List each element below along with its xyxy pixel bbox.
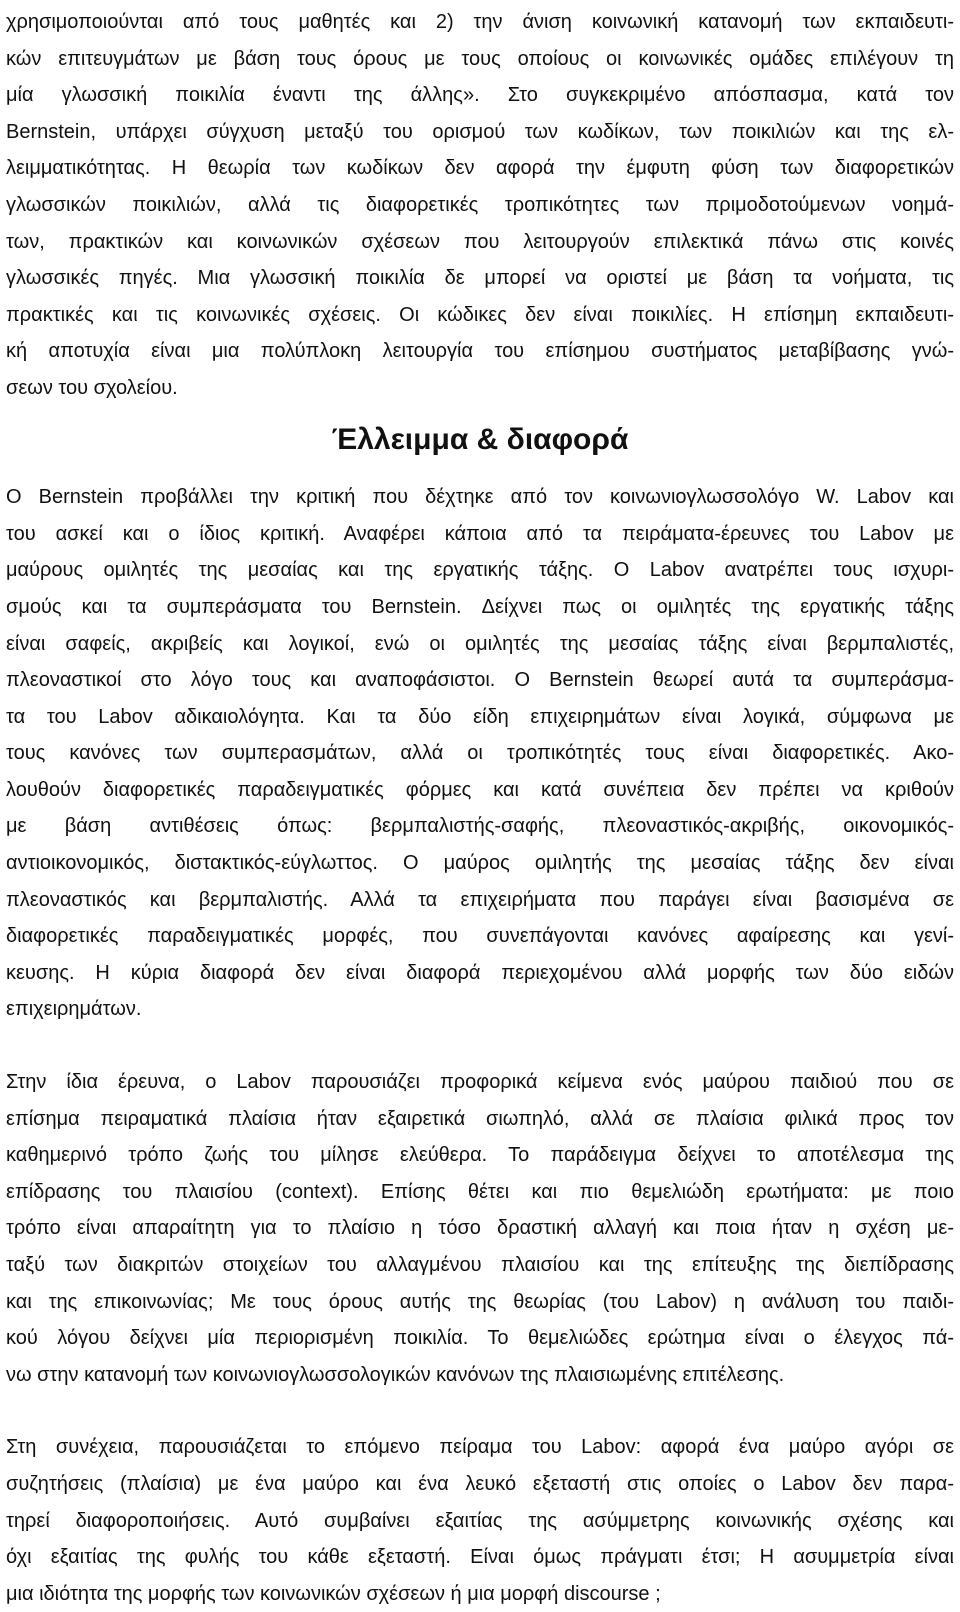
text-line: μία γλωσσική ποικιλία έναντι της άλλης». Στο συγκεκριμένο απόσπασμα, κατά τον [6,84,954,107]
paragraph-intro [6,4,954,407]
text-line: Bernstein, υπάρχει σύγχυση μεταξύ του ορισμού των κωδίκων, των ποικιλιών και της ελ- [6,120,954,143]
text-line: επίσημα πειραματικά πλαίσια ήταν εξαιρετικά σιωπηλό, αλλά σε πλαίσια φιλικά προς τον [6,1107,954,1130]
text-line: σμούς και τα συμπεράσματα του Bernstein. Δείχνει πως οι ομιλητές της εργατικής τάξης [6,595,954,618]
text-line: είναι σαφείς, ακριβείς και λογικοί, ενώ οι ομιλητές της μεσαίας τάξης είναι βερμπαλιστές, [6,632,954,655]
text-line: επιχειρημάτων. [6,998,142,1021]
text-line: λειμματικότητας. Η θεωρία των κωδίκων δεν αφορά την έμφυτη φύση των διαφορετικών [6,157,954,180]
text-line: γλωσσικών ποικιλιών, αλλά τις διαφορετικές τροπικότητες των πριμοδοτούμενων νοημά- [6,193,954,216]
text-line: τα του Labov αδικαιολόγητα. Και τα δύο είδη επιχειρημάτων είναι λογικά, σύμφωνα με [6,705,954,728]
text-line: Ο Bernstein προβάλλει την κριτική που δέχτηκε από τον κοινωνιογλωσσολόγο W. Labov και [6,486,954,509]
text-line: συζητήσεις (πλαίσια) με ένα μαύρο και ένα λευκό εξεταστή στις οποίες ο Labov δεν παρα- [6,1472,954,1495]
text-line: αντιοικονομικός, διστακτικός-εύγλωττος. Ο μαύρος ομιλητής της μεσαίας τάξης δεν είναι [6,852,954,875]
text-line: και της επικοινωνίας; Με τους όρους αυτής της θεωρίας (του Labov) η ανάλυση του παιδι- [6,1290,954,1313]
text-line: Στην ίδια έρευνα, ο Labov παρουσιάζει προφορικά κείμενα ενός μαύρου παιδιού που σε [6,1071,954,1094]
paragraph-context [6,1064,954,1393]
paragraph-experiment [6,1429,954,1612]
text-line: σεων του σχολείου. [6,376,178,399]
text-line: διαφορετικές παραδειγματικές μορφές, που συνεπάγονται κανόνες αφαίρεσης και γενί- [6,925,954,948]
text-line: ταξύ των διακριτών στοιχείων του αλλαγμένου πλαισίου και της επίτευξης της διεπίδρασης [6,1254,954,1276]
text-line: πλεοναστικοί στο λόγο τους και αναποφάσιστοι. Ο Bernstein θεωρεί αυτά τα συμπεράσμα- [6,669,954,692]
text-line: κή αποτυχία είναι μια πολύπλοκη λειτουργία του επίσημου συστήματος μεταβίβασης γνώ- [6,340,954,363]
text-line: του ασκεί και ο ίδιος κριτική. Αναφέρει κάποια από τα πειράματα-έρευνες του Labov με [6,522,954,545]
text-line: τρόπο είναι απαραίτητη για το πλαίσιο η τόσο δραστική αλλαγή και ποια ήταν η σχέση με- [6,1217,954,1240]
text-line: μια ιδιότητα της μορφής των κοινωνικών σχέσεων ή μια μορφή discourse ; [6,1582,661,1605]
text-line: νω στην κατανομή των κοινωνιογλωσσολογικών κανόνων της πλαισιωμένης επιτέλεσης. [6,1363,785,1386]
section-title: Έλλειμμα & διαφορά [331,422,629,456]
paragraph-labov-critique [6,479,954,1028]
text-line: πλεοναστικός και βερμπαλιστής. Αλλά τα επιχειρήματα που παράγει είναι βασισμένα σε [6,888,954,911]
text-line: των, πρακτικών και κοινωνικών σχέσεων που λειτουργούν επιλεκτικά πάνω στις κοινές [6,230,954,253]
text-line: κών επιτευγμάτων με βάση τους όρους με τους οποίους οι κοινωνικές ομάδες επιλέγουν τη [6,47,954,70]
text-line: λουθούν διαφορετικές παραδειγματικές φόρμες και κατά συνέπεια δεν πρέπει να κριθούν [6,778,954,801]
text-line: γλωσσικές πηγές. Μια γλωσσική ποικιλία δε μπορεί να οριστεί με βάση τα νοήματα, τις [6,267,954,290]
text-line: κού λόγου δείχνει μία περιορισμένη ποικιλία. Το θεμελιώδες ερώτημα είναι ο έλεγχος πά- [6,1327,954,1350]
text-line: επίδρασης του πλαισίου (context). Επίσης θέτει και πιο θεμελιώδη ερωτήματα: με ποιο [6,1180,954,1203]
text-line: χρησιμοποιούνται από τους μαθητές και 2) την άνιση κοινωνική κατανομή των εκπαιδευτι- [6,11,954,33]
text-line: καθημερινό τρόπο ζωής του μίλησε ελεύθερα. Το παράδειγμα δείχνει το αποτέλεσμα της [6,1144,954,1167]
text-line: όχι εξαιτίας της φυλής του κάθε εξεταστή. Είναι όμως πράγματι έτσι; Η ασυμμετρία είναι [6,1546,954,1569]
text-line: τους κανόνες των συμπερασμάτων, αλλά οι τροπικότητές τους είναι διαφορετικές. Ακο- [6,742,954,765]
text-line: Στη συνέχεια, παρουσιάζεται το επόμενο πείραμα του Labov: αφορά ένα μαύρο αγόρι σε [6,1436,954,1459]
text-line: με βάση αντιθέσεις όπως: βερμπαλιστής-σαφής, πλεοναστικός-ακριβής, οικονομικός- [6,815,954,838]
text-line: μαύρους ομιλητές της μεσαίας και της εργατικής τάξης. Ο Labov ανατρέπει τους ισχυρι- [6,559,954,582]
text-line: τηρεί διαφοροποιήσεις. Αυτό συμβαίνει εξαιτίας της ασύμμετρης κοινωνικής σχέσης και [6,1509,954,1532]
text-line: πρακτικές και τις κοινωνικές σχέσεις. Οι κώδικες δεν είναι ποικιλίες. Η επίσημη εκπαιδευτι- [6,303,954,326]
text-line: κευσης. Η κύρια διαφορά δεν είναι διαφορά περιεχομένου αλλά μορφής των δύο ειδών [6,961,954,984]
document-page [6,4,954,1612]
